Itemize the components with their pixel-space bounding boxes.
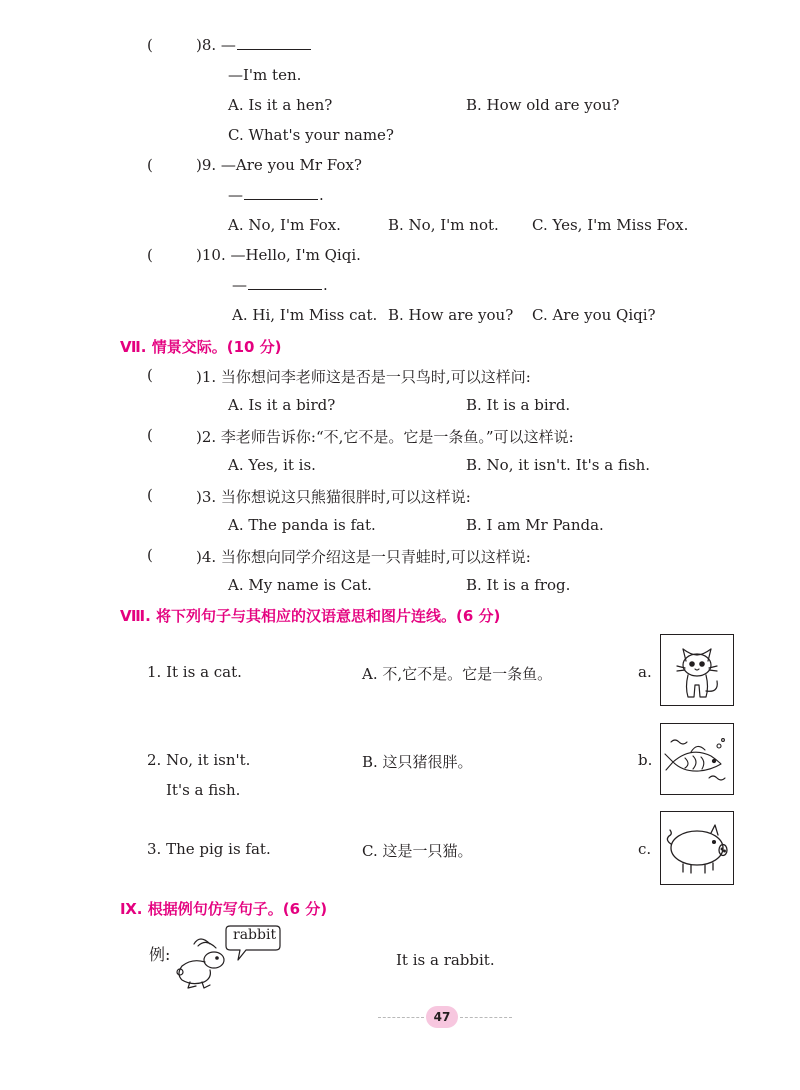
option-c: C. What's your name? bbox=[228, 126, 394, 144]
option-a: A. No, I'm Fox. bbox=[228, 216, 341, 234]
option-c: C. Yes, I'm Miss Fox. bbox=[532, 216, 689, 234]
answer-blank[interactable] bbox=[237, 47, 311, 50]
section-title-7: Ⅶ. 情景交际。(10 分) bbox=[120, 338, 282, 356]
question-8-reply: —I'm ten. bbox=[228, 66, 302, 84]
option-a: A. Yes, it is. bbox=[228, 456, 316, 474]
picture-label-c: c. bbox=[638, 840, 652, 858]
option-b: B. It is a frog. bbox=[466, 576, 571, 594]
picture-a[interactable] bbox=[660, 634, 734, 706]
speech-bubble-text: rabbit bbox=[233, 927, 277, 943]
question-text: )2. 李老师告诉你:“不,它不是。它是一条鱼。”可以这样说: bbox=[196, 428, 574, 446]
answer-paren[interactable]: ( bbox=[147, 366, 153, 384]
option-b: B. It is a bird. bbox=[466, 396, 571, 414]
match-meaning-a[interactable]: A. 不,它不是。它是一条鱼。 bbox=[362, 665, 553, 683]
fish-icon bbox=[661, 724, 733, 794]
option-a: A. My name is Cat. bbox=[228, 576, 372, 594]
question-text: )4. 当你想向同学介绍这是一只青蛙时,可以这样说: bbox=[196, 548, 531, 566]
answer-paren[interactable]: ( bbox=[147, 426, 153, 444]
page-number: 47 bbox=[426, 1006, 458, 1028]
option-a: A. Is it a hen? bbox=[228, 96, 333, 114]
example-sentence: It is a rabbit. bbox=[396, 951, 495, 969]
option-a: A. The panda is fat. bbox=[228, 516, 376, 534]
option-c: C. Are you Qiqi? bbox=[532, 306, 656, 324]
example-label: 例: bbox=[149, 945, 171, 964]
section-title-8: Ⅷ. 将下列句子与其相应的汉语意思和图片连线。(6 分) bbox=[120, 607, 501, 625]
footer-divider-right bbox=[460, 1017, 512, 1018]
question-10-reply: — . bbox=[232, 276, 328, 294]
option-b: B. I am Mr Panda. bbox=[466, 516, 604, 534]
picture-label-a: a. bbox=[638, 663, 652, 681]
cat-icon bbox=[661, 635, 733, 705]
match-meaning-b[interactable]: B. 这只猪很胖。 bbox=[362, 753, 473, 771]
question-9: )9. —Are you Mr Fox? bbox=[196, 156, 362, 174]
match-meaning-c[interactable]: C. 这是一只猫。 bbox=[362, 842, 473, 860]
picture-b[interactable] bbox=[660, 723, 734, 795]
match-sentence-2[interactable]: 2. No, it isn't. bbox=[147, 751, 251, 769]
footer-divider-left bbox=[378, 1017, 424, 1018]
picture-c[interactable] bbox=[660, 811, 734, 885]
answer-blank[interactable] bbox=[248, 287, 322, 290]
answer-blank[interactable] bbox=[244, 197, 318, 200]
answer-paren[interactable]: ( bbox=[147, 546, 153, 564]
option-b: B. How are you? bbox=[388, 306, 514, 324]
option-b: B. How old are you? bbox=[466, 96, 620, 114]
option-b: B. No, it isn't. It's a fish. bbox=[466, 456, 651, 474]
option-b: B. No, I'm not. bbox=[388, 216, 499, 234]
answer-paren[interactable]: ( bbox=[147, 246, 153, 264]
question-text: )3. 当你想说这只熊猫很胖时,可以这样说: bbox=[196, 488, 471, 506]
match-sentence-2-line2: It's a fish. bbox=[166, 781, 241, 799]
section-title-9: Ⅸ. 根据例句仿写句子。(6 分) bbox=[120, 900, 328, 918]
answer-paren[interactable]: ( bbox=[147, 156, 153, 174]
picture-label-b: b. bbox=[638, 751, 653, 769]
question-8: )8. — bbox=[196, 36, 312, 54]
question-10: )10. —Hello, I'm Qiqi. bbox=[196, 246, 361, 264]
question-9-reply: — . bbox=[228, 186, 324, 204]
pig-icon bbox=[661, 812, 733, 884]
match-sentence-1[interactable]: 1. It is a cat. bbox=[147, 663, 242, 681]
question-text: )1. 当你想问李老师这是否是一只鸟时,可以这样问: bbox=[196, 368, 531, 386]
answer-paren[interactable]: ( bbox=[147, 486, 153, 504]
answer-paren[interactable]: ( bbox=[147, 36, 153, 54]
option-a: A. Hi, I'm Miss cat. bbox=[232, 306, 378, 324]
option-a: A. Is it a bird? bbox=[228, 396, 336, 414]
match-sentence-3[interactable]: 3. The pig is fat. bbox=[147, 840, 271, 858]
